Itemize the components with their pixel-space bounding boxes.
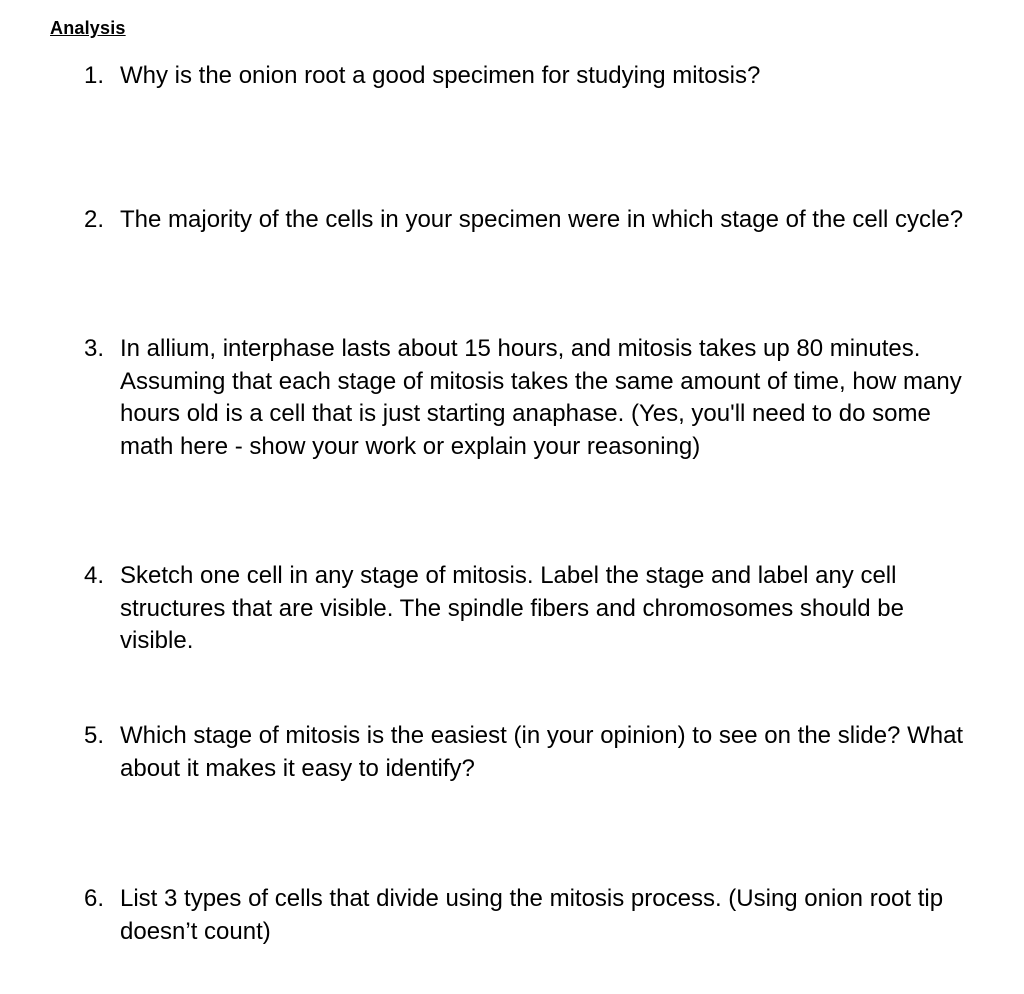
question-2	[84, 204, 964, 237]
question-1	[84, 60, 964, 93]
question-6	[84, 883, 964, 948]
question-number: 3.	[84, 335, 105, 362]
question-text: Why is the onion root a good specimen for studying mitosis?	[120, 62, 761, 89]
question-number: 5.	[84, 722, 105, 749]
question-3	[84, 333, 964, 463]
question-4	[84, 560, 964, 658]
question-number: 1.	[84, 62, 105, 89]
question-5	[84, 720, 964, 785]
question-text: Sketch one cell in any stage of mitosis. Label the stage and label any cell structures that are visible. The spindle fibers and chromosomes should be visible.	[120, 562, 904, 654]
question-text: List 3 types of cells that divide using the mitosis process. (Using onion root tip doesn’t count)	[120, 885, 944, 945]
question-text: Which stage of mitosis is the easiest (in your opinion) to see on the slide? What about it makes it easy to identify?	[120, 722, 964, 782]
question-number: 4.	[84, 562, 105, 589]
question-number: 6.	[84, 885, 105, 912]
section-heading: Analysis	[50, 18, 126, 38]
question-text: In allium, interphase lasts about 15 hours, and mitosis takes up 80 minutes. Assuming that each stage of mitosis takes the same amount of time, how many hours old is a cell that is just starting anaphase. (Yes, you'll need to do some math here - show your work or explain your reasoning)	[120, 335, 962, 460]
question-number: 2.	[84, 206, 105, 233]
question-text: The majority of the cells in your specimen were in which stage of the cell cycle?	[120, 206, 964, 233]
